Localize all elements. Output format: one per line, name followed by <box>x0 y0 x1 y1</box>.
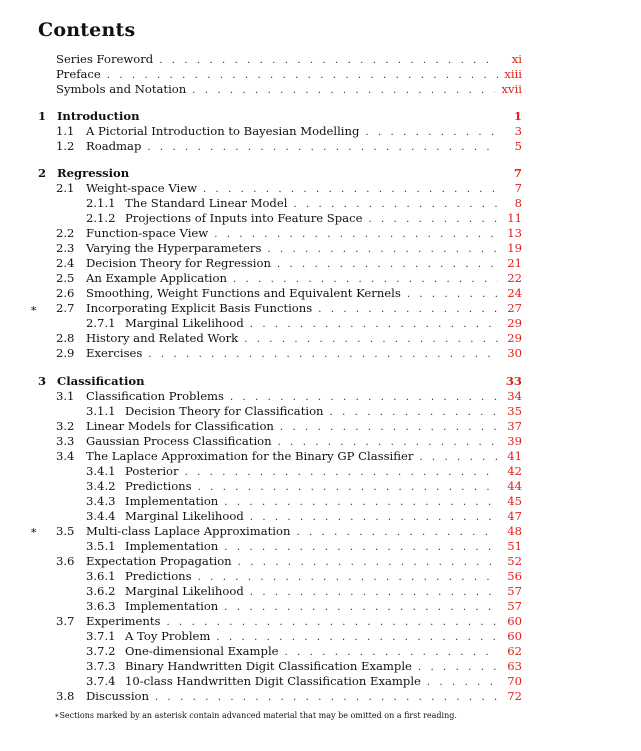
toc-entry-symbols[interactable] <box>56 82 522 97</box>
entry-number: 3.4.3 <box>86 494 116 508</box>
entry-page[interactable]: 60 <box>507 629 522 643</box>
entry-number: 3.1.1 <box>86 404 116 418</box>
entry-page[interactable]: 45 <box>507 494 522 508</box>
entry-title: Decision Theory for Classification <box>125 404 324 418</box>
entry-number: 2.1 <box>56 181 75 195</box>
dot-leader <box>166 615 498 630</box>
entry-number: 2.5 <box>56 271 75 285</box>
dot-leader <box>330 405 498 420</box>
toc-section[interactable] <box>56 389 522 404</box>
entry-title: Decision Theory for Regression <box>86 256 271 270</box>
entry-title: Series Foreword <box>56 52 154 66</box>
entry-page[interactable]: 70 <box>507 674 522 688</box>
entry-title: Binary Handwritten Digit Classification Example <box>125 659 412 673</box>
toc-subsection[interactable] <box>86 629 522 644</box>
dot-leader <box>224 495 498 510</box>
entry-page[interactable]: 19 <box>507 241 522 255</box>
entry-title: Varying the Hyperparameters <box>86 241 262 255</box>
toc-section[interactable] <box>56 241 522 256</box>
entry-number: 3.6.2 <box>86 584 116 598</box>
entry-page[interactable]: 52 <box>507 554 522 568</box>
entry-number: 3.7.1 <box>86 629 116 643</box>
entry-number: 2.1.2 <box>86 211 116 225</box>
entry-title: Predictions <box>125 569 192 583</box>
entry-number: 2.1.1 <box>86 196 116 210</box>
entry-page[interactable]: 47 <box>507 509 522 523</box>
entry-title: Marginal Likelihood <box>125 584 244 598</box>
dot-leader <box>203 182 498 197</box>
entry-title: History and Related Work <box>86 331 239 345</box>
dot-leader <box>296 525 498 540</box>
entry-page[interactable]: 24 <box>507 286 522 300</box>
dot-leader <box>214 227 498 242</box>
chapter-number: 2 <box>38 166 47 180</box>
toc-subsection[interactable] <box>86 584 522 599</box>
chapter-page[interactable]: 1 <box>513 109 522 123</box>
chapter-page[interactable]: 33 <box>505 374 522 388</box>
entry-title: Classification Problems <box>86 389 224 403</box>
dot-leader <box>230 390 498 405</box>
toc-section[interactable] <box>56 271 522 286</box>
entry-number: 3.7 <box>56 614 75 628</box>
dot-leader <box>198 570 498 585</box>
entry-page[interactable]: 41 <box>507 449 522 463</box>
entry-title: One-dimensional Example <box>125 644 279 658</box>
chapter-number: 1 <box>38 109 47 123</box>
dot-leader <box>285 645 498 660</box>
toc-subsection[interactable] <box>86 539 522 554</box>
entry-page[interactable]: 29 <box>507 316 522 330</box>
entry-number: 3.7.3 <box>86 659 116 673</box>
entry-number: 3.7.4 <box>86 674 116 688</box>
entry-page[interactable]: 44 <box>507 479 522 493</box>
entry-number: 2.4 <box>56 256 75 270</box>
dot-leader <box>216 630 498 645</box>
dot-leader <box>185 465 498 480</box>
entry-number: 2.7.1 <box>86 316 116 330</box>
asterisk-marker: ∗ <box>30 302 38 315</box>
entry-title: Smoothing, Weight Functions and Equivalent Kernels <box>86 286 401 300</box>
entry-number: 3.6.1 <box>86 569 116 583</box>
toc-section[interactable] <box>56 449 522 464</box>
toc-subsection[interactable] <box>86 674 522 689</box>
dot-leader <box>419 450 498 465</box>
dot-leader <box>233 272 498 287</box>
dot-leader <box>155 690 498 705</box>
toc-section[interactable] <box>56 524 522 539</box>
dot-leader <box>318 302 498 317</box>
entry-number: 3.3 <box>56 434 75 448</box>
toc-subsection[interactable] <box>86 404 522 419</box>
entry-page[interactable]: 63 <box>507 659 522 673</box>
entry-title: Predictions <box>125 479 192 493</box>
entry-number: 2.3 <box>56 241 75 255</box>
dot-leader <box>418 660 498 675</box>
entry-page[interactable]: 72 <box>507 689 522 703</box>
entry-page[interactable]: xvii <box>501 82 522 96</box>
entry-title: Function-space View <box>86 226 209 240</box>
entry-number: 1.2 <box>56 139 75 153</box>
entry-title: Roadmap <box>86 139 142 153</box>
entry-page[interactable]: 42 <box>507 464 522 478</box>
entry-number: 3.2 <box>56 419 75 433</box>
toc-subsection[interactable] <box>86 569 522 584</box>
entry-page[interactable]: 27 <box>507 301 522 315</box>
entry-number: 2.9 <box>56 346 75 360</box>
toc-section[interactable] <box>56 331 522 346</box>
chapter-title: Regression <box>57 166 130 180</box>
entry-title: An Example Application <box>86 271 227 285</box>
chapter-number: 3 <box>38 374 47 388</box>
toc-entry[interactable] <box>56 124 522 139</box>
dot-leader <box>148 347 498 362</box>
dot-leader <box>278 435 498 450</box>
entry-title: A Toy Problem <box>125 629 211 643</box>
toc-entry[interactable] <box>56 139 522 154</box>
entry-page[interactable]: 39 <box>507 434 522 448</box>
toc-section[interactable] <box>56 286 522 301</box>
dot-leader <box>267 242 498 257</box>
entry-number: 3.4.2 <box>86 479 116 493</box>
dot-leader <box>280 420 498 435</box>
entry-number: 3.8 <box>56 689 75 703</box>
toc-subsection[interactable] <box>86 599 522 614</box>
toc-section[interactable] <box>56 614 522 629</box>
entry-number: 3.4.1 <box>86 464 116 478</box>
toc-section[interactable] <box>56 256 522 271</box>
toc-subsection[interactable] <box>86 494 522 509</box>
entry-title: Incorporating Explicit Basis Functions <box>86 301 313 315</box>
toc-subsection[interactable] <box>86 659 522 674</box>
entry-number: 3.6.3 <box>86 599 116 613</box>
dot-leader <box>198 480 498 495</box>
entry-page[interactable]: 21 <box>507 256 522 270</box>
toc-subsection[interactable] <box>86 316 522 331</box>
entry-number: 2.7 <box>56 301 75 315</box>
dot-leader <box>407 287 498 302</box>
entry-number: 2.6 <box>56 286 75 300</box>
entry-number: 3.5 <box>56 524 75 538</box>
toc-chapter-3[interactable] <box>38 374 522 389</box>
entry-page[interactable]: 57 <box>507 584 522 598</box>
toc-section[interactable] <box>56 226 522 241</box>
entry-title: Marginal Likelihood <box>125 316 244 330</box>
dot-leader <box>238 555 498 570</box>
dot-leader <box>277 257 498 272</box>
toc-section[interactable] <box>56 689 522 704</box>
entry-title: Multi-class Laplace Approximation <box>86 524 291 538</box>
entry-title: Discussion <box>86 689 149 703</box>
entry-number: 3.4 <box>56 449 75 463</box>
entry-page[interactable]: 7 <box>514 181 522 195</box>
dot-leader <box>250 585 498 600</box>
dot-leader <box>293 197 498 212</box>
entry-title: Projections of Inputs into Feature Space <box>125 211 363 225</box>
dot-leader <box>368 212 498 227</box>
dot-leader <box>244 332 498 347</box>
entry-title: The Standard Linear Model <box>125 196 288 210</box>
entry-number: 3.6 <box>56 554 75 568</box>
toc-entry-preface[interactable] <box>56 67 522 82</box>
entry-page[interactable]: 35 <box>507 404 522 418</box>
entry-page[interactable]: 8 <box>514 196 522 210</box>
entry-number: 3.5.1 <box>86 539 116 553</box>
entry-title: Weight-space View <box>86 181 197 195</box>
entry-title: Preface <box>56 67 101 81</box>
toc-entry-series-foreword[interactable] <box>56 52 522 67</box>
asterisk-marker: ∗ <box>30 524 38 537</box>
entry-title: Exercises <box>86 346 143 360</box>
entry-page[interactable]: 13 <box>507 226 522 240</box>
entry-page[interactable]: 11 <box>507 211 522 225</box>
entry-page[interactable]: 60 <box>507 614 522 628</box>
entry-title: Implementation <box>125 539 219 553</box>
toc-chapter-1[interactable] <box>38 109 522 124</box>
entry-title: Marginal Likelihood <box>125 509 244 523</box>
entry-title: Implementation <box>125 599 219 613</box>
entry-title: The Laplace Approximation for the Binary GP Classifier <box>86 449 414 463</box>
toc-subsection[interactable] <box>86 509 522 524</box>
entry-title: Symbols and Notation <box>56 82 187 96</box>
entry-page[interactable]: 62 <box>507 644 522 658</box>
entry-page[interactable]: 37 <box>507 419 522 433</box>
footnote: ∗Sections marked by an asterisk contain advanced material that may be omitted on a first reading. <box>54 711 457 720</box>
entry-page[interactable]: 51 <box>507 539 522 553</box>
entry-page[interactable]: 48 <box>507 524 522 538</box>
chapter-title: Introduction <box>57 109 140 123</box>
entry-page[interactable]: 56 <box>507 569 522 583</box>
entry-title: Implementation <box>125 494 219 508</box>
toc-subsection[interactable] <box>86 211 522 226</box>
entry-number: 3.1 <box>56 389 75 403</box>
toc-section[interactable] <box>56 301 522 316</box>
entry-title: A Pictorial Introduction to Bayesian Modelling <box>86 124 360 138</box>
entry-page[interactable]: 3 <box>514 124 522 138</box>
entry-number: 3.4.4 <box>86 509 116 523</box>
toc-section[interactable] <box>56 346 522 361</box>
entry-page[interactable]: 57 <box>507 599 522 613</box>
dot-leader <box>250 317 498 332</box>
dot-leader <box>224 600 498 615</box>
entry-page[interactable]: 34 <box>507 389 522 403</box>
toc-section[interactable] <box>56 181 522 196</box>
entry-page[interactable]: 30 <box>507 346 522 360</box>
entry-title: Linear Models for Classification <box>86 419 274 433</box>
chapter-title: Classification <box>57 374 145 388</box>
entry-number: 2.8 <box>56 331 75 345</box>
entry-page[interactable]: xi <box>511 52 522 66</box>
dot-leader <box>224 540 498 555</box>
toc-section[interactable] <box>56 419 522 434</box>
toc-subsection[interactable] <box>86 196 522 211</box>
dot-leader <box>250 510 498 525</box>
toc-subsection[interactable] <box>86 644 522 659</box>
toc-section[interactable] <box>56 554 522 569</box>
chapter-page[interactable]: 7 <box>513 166 522 180</box>
entry-title: Experiments <box>86 614 161 628</box>
entry-title: Posterior <box>125 464 179 478</box>
entry-title: Expectation Propagation <box>86 554 232 568</box>
dot-leader <box>427 675 498 690</box>
entry-number: 2.2 <box>56 226 75 240</box>
entry-page[interactable]: 22 <box>507 271 522 285</box>
page-title: Contents <box>38 19 136 41</box>
entry-number: 3.7.2 <box>86 644 116 658</box>
entry-page[interactable]: 29 <box>507 331 522 345</box>
entry-page[interactable]: 5 <box>514 139 522 153</box>
entry-title: 10-class Handwritten Digit Classification Example <box>125 674 421 688</box>
toc-subsection[interactable] <box>86 464 522 479</box>
toc-section[interactable] <box>56 434 522 449</box>
entry-page[interactable]: xiii <box>504 67 522 81</box>
entry-title: Gaussian Process Classification <box>86 434 272 448</box>
entry-number: 1.1 <box>56 124 75 138</box>
toc-chapter-2[interactable] <box>38 166 522 181</box>
toc-subsection[interactable] <box>86 479 522 494</box>
